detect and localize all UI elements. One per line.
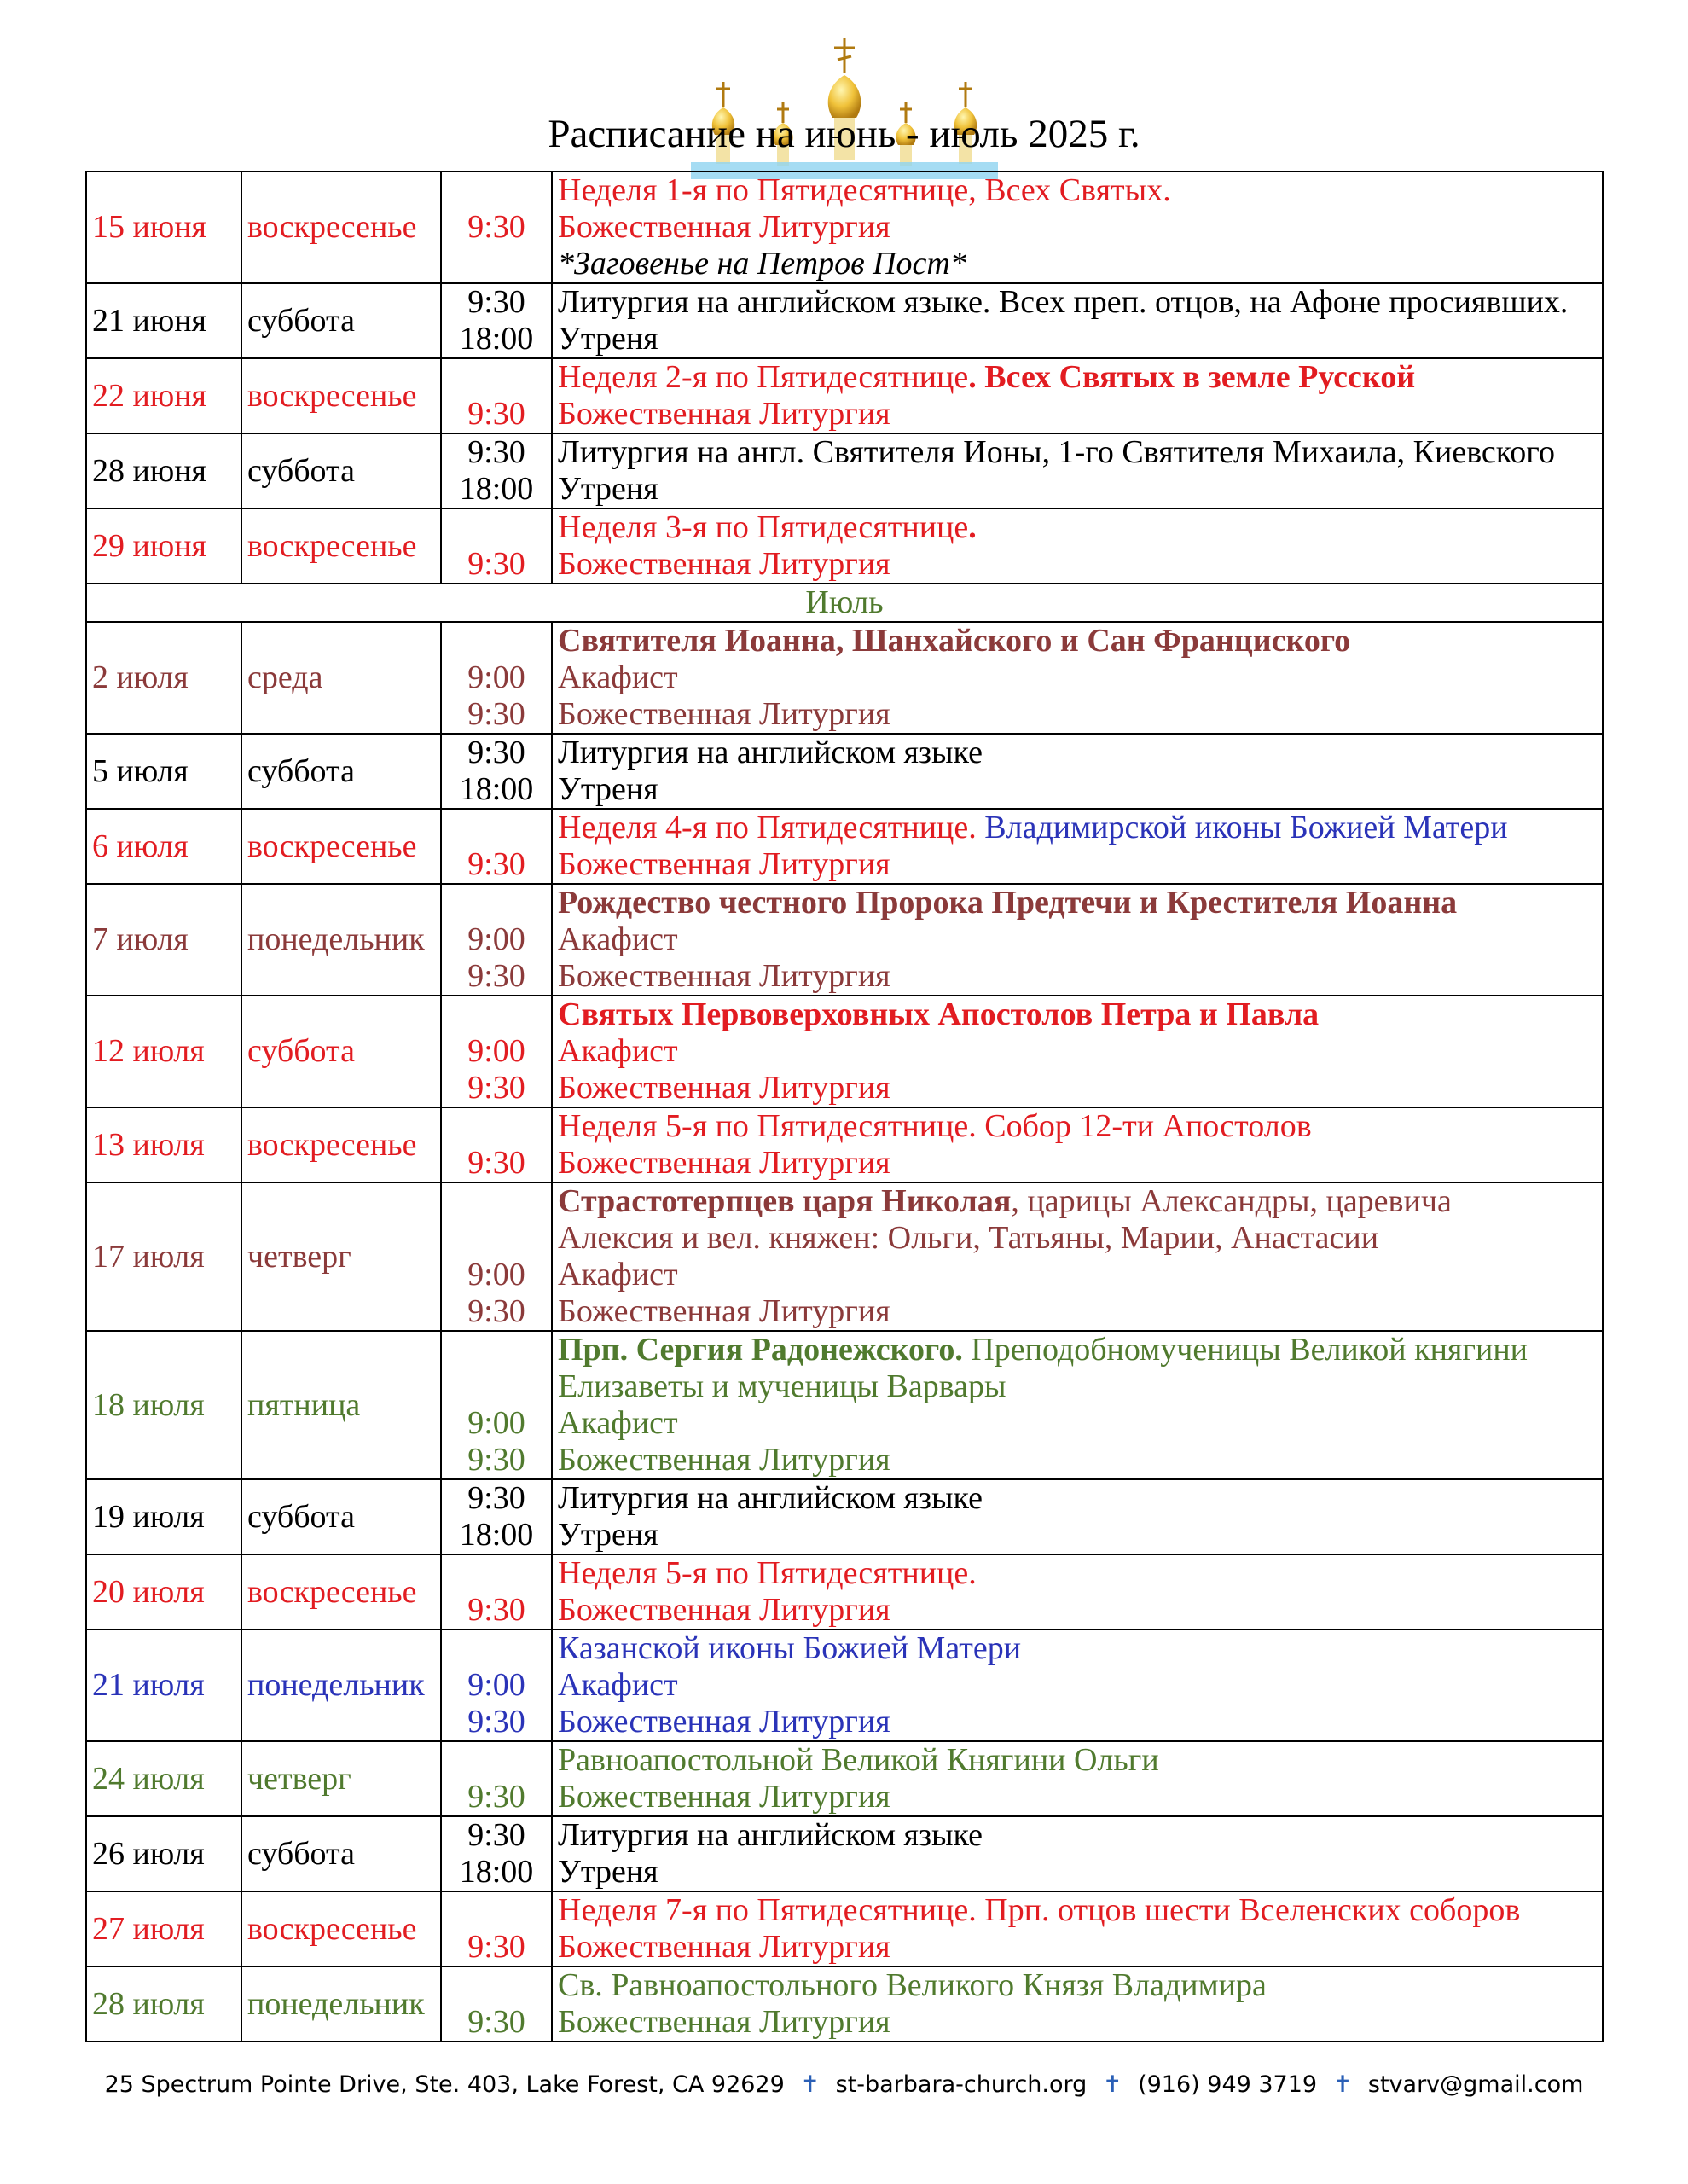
- description-line: [558, 1070, 1597, 1107]
- description-line: [558, 1555, 1597, 1592]
- service-time: 9:30: [467, 1293, 525, 1329]
- description-text: Утреня: [558, 1854, 658, 1890]
- time-cell: [441, 809, 552, 884]
- schedule-row: [86, 1331, 1603, 1479]
- description-line: [558, 471, 1597, 508]
- service-time: 9:00: [467, 659, 525, 695]
- schedule-row: [86, 1816, 1603, 1891]
- time-cell: [441, 1182, 552, 1331]
- description-line: [558, 434, 1597, 471]
- service-time: 9:00: [467, 1033, 525, 1069]
- schedule-row: [86, 1891, 1603, 1966]
- cross-icon: ✝: [1332, 2071, 1353, 2098]
- description-cell: [552, 1107, 1603, 1182]
- schedule-row: [86, 622, 1603, 734]
- description-line: [558, 1779, 1597, 1815]
- description-text: Акафист: [558, 921, 678, 957]
- description-line: [558, 846, 1597, 883]
- schedule-row: [86, 433, 1603, 508]
- service-time: 9:30: [467, 958, 525, 994]
- service-time: 9:30: [467, 546, 525, 582]
- description-line: [558, 359, 1597, 396]
- weekday-cell: воскресенье: [241, 508, 441, 584]
- service-time: 9:30: [467, 284, 525, 320]
- time-cell: [441, 283, 552, 358]
- schedule-row: [86, 1182, 1603, 1331]
- description-line: [558, 1145, 1597, 1182]
- description-line: [558, 1405, 1597, 1442]
- footer-website[interactable]: st-barbara-church.org: [835, 2071, 1088, 2098]
- description-cell: [552, 358, 1603, 433]
- description-text: Акафист: [558, 1405, 678, 1441]
- weekday-cell: пятница: [241, 1331, 441, 1479]
- footer: [0, 2066, 1688, 2104]
- description-line: [558, 1892, 1597, 1929]
- description-line: [558, 1033, 1597, 1070]
- description-text: Рождество честного Пророка Предтечи и Крестителя Иоанна: [558, 885, 1458, 921]
- cross-icon: ✝: [1102, 2071, 1122, 2098]
- description-line: [558, 509, 1597, 546]
- service-time: 9:30: [467, 209, 525, 245]
- date-cell: 17 июля: [86, 1182, 241, 1331]
- description-text: Литургия на англ. Святителя Ионы, 1-го Святителя Михаила, Киевского: [558, 434, 1555, 470]
- month-header: Июль: [86, 584, 1603, 622]
- description-text: Равноапостольной Великой Княгини Ольги: [558, 1742, 1159, 1778]
- description-line: [558, 546, 1597, 583]
- time-cell: [441, 1816, 552, 1891]
- description-line: [558, 1368, 1597, 1405]
- service-time: 9:30: [467, 1145, 525, 1181]
- time-cell: [441, 508, 552, 584]
- schedule-row: [86, 809, 1603, 884]
- cross-icon: ✝: [800, 2071, 821, 2098]
- description-text: Прп. Сергия Радонежского.: [558, 1332, 963, 1368]
- description-line: [558, 209, 1597, 246]
- weekday-cell: понедельник: [241, 1629, 441, 1741]
- schedule-body: [86, 171, 1603, 2042]
- time-cell: [441, 996, 552, 1107]
- weekday-cell: суббота: [241, 1816, 441, 1891]
- weekday-cell: четверг: [241, 1182, 441, 1331]
- description-text: Литургия на английском языке. Всех преп. отцов, на Афоне просиявших.: [558, 284, 1569, 320]
- description-text: Божественная Литургия: [558, 1442, 890, 1478]
- description-text: Утреня: [558, 321, 658, 357]
- description-cell: [552, 433, 1603, 508]
- description-line: [558, 1817, 1597, 1854]
- date-cell: 18 июля: [86, 1331, 241, 1479]
- footer-email[interactable]: stvarv@gmail.com: [1367, 2071, 1584, 2098]
- description-line: [558, 1332, 1597, 1368]
- service-time: 9:00: [467, 1667, 525, 1703]
- schedule-row: [86, 1554, 1603, 1629]
- service-time: 9:00: [467, 921, 525, 957]
- description-line: [558, 659, 1597, 696]
- description-line: [558, 1442, 1597, 1478]
- description-line: [558, 1480, 1597, 1517]
- service-time: 9:30: [467, 434, 525, 470]
- description-text: Акафист: [558, 1257, 678, 1292]
- schedule-row: [86, 508, 1603, 584]
- description-line: [558, 246, 1597, 282]
- service-time: [447, 1630, 546, 1667]
- date-cell: 19 июля: [86, 1479, 241, 1554]
- description-text: Страстотерпцев царя Николая: [558, 1183, 1012, 1219]
- description-text: Божественная Литургия: [558, 846, 890, 882]
- service-time: 9:30: [467, 1929, 525, 1965]
- service-time: 9:00: [467, 1257, 525, 1292]
- time-cell: [441, 884, 552, 996]
- time-cell: [441, 1741, 552, 1816]
- service-time: 9:30: [467, 2004, 525, 2040]
- description-line: [558, 735, 1597, 771]
- description-cell: [552, 1182, 1603, 1331]
- description-cell: [552, 1966, 1603, 2042]
- page-title: Расписание на июнь - июль 2025 г.: [548, 112, 1140, 156]
- description-line: [558, 2004, 1597, 2041]
- service-time: 9:30: [467, 1704, 525, 1740]
- description-text: Неделя 7-я по Пятидесятнице. Прп. отцов шести Вселенских соборов: [558, 1892, 1521, 1928]
- description-text: Святителя Иоанна, Шанхайского и Сан Франциского: [558, 623, 1351, 659]
- description-line: [558, 284, 1597, 321]
- description-line: [558, 1630, 1597, 1667]
- date-cell: 13 июля: [86, 1107, 241, 1182]
- date-cell: 26 июля: [86, 1816, 241, 1891]
- date-cell: 5 июля: [86, 734, 241, 809]
- description-line: [558, 1854, 1597, 1891]
- description-text: Божественная Литургия: [558, 2004, 890, 2040]
- description-text: Божественная Литургия: [558, 1145, 890, 1181]
- description-line: [558, 172, 1597, 209]
- time-cell: [441, 1966, 552, 2042]
- schedule-row: [86, 996, 1603, 1107]
- date-cell: 12 июля: [86, 996, 241, 1107]
- description-text: Акафист: [558, 1667, 678, 1703]
- description-text: Акафист: [558, 659, 678, 695]
- description-text: Божественная Литургия: [558, 1929, 890, 1965]
- description-text: Преподобномученицы Великой княгини: [962, 1332, 1528, 1368]
- date-cell: 27 июля: [86, 1891, 241, 1966]
- description-line: [558, 1517, 1597, 1554]
- weekday-cell: суббота: [241, 996, 441, 1107]
- time-cell: [441, 1891, 552, 1966]
- weekday-cell: воскресенье: [241, 171, 441, 283]
- weekday-cell: воскресенье: [241, 809, 441, 884]
- schedule-table: [85, 171, 1604, 2042]
- weekday-cell: четверг: [241, 1741, 441, 1816]
- service-time: 9:30: [467, 696, 525, 732]
- date-cell: 29 июня: [86, 508, 241, 584]
- description-text: Акафист: [558, 1033, 678, 1069]
- service-time: [447, 996, 546, 1033]
- description-line: [558, 1667, 1597, 1704]
- description-cell: [552, 508, 1603, 584]
- time-cell: [441, 1479, 552, 1554]
- description-line: [558, 996, 1597, 1033]
- description-text: . Всех Святых в земле Русской: [968, 359, 1416, 395]
- description-line: [558, 1592, 1597, 1629]
- description-text: Владимирской иконы Божией Матери: [984, 810, 1508, 845]
- service-time: 18:00: [459, 1854, 534, 1890]
- date-cell: 6 июля: [86, 809, 241, 884]
- time-cell: [441, 622, 552, 734]
- service-time: [447, 810, 546, 846]
- schedule-row: [86, 1966, 1603, 2042]
- description-cell: [552, 1741, 1603, 1816]
- time-cell: [441, 1331, 552, 1479]
- service-time: [447, 885, 546, 921]
- service-time: [447, 1332, 546, 1368]
- description-text: Литургия на английском языке: [558, 1817, 983, 1853]
- schedule-row: [86, 734, 1603, 809]
- description-text: Литургия на английском языке: [558, 735, 983, 770]
- description-text: Неделя 5-я по Пятидесятнице. Собор 12-ти Апостолов: [558, 1108, 1312, 1144]
- description-text: *Заговенье на Петров Пост*: [558, 246, 966, 282]
- description-cell: [552, 1629, 1603, 1741]
- footer-phone[interactable]: (916) 949 3719: [1138, 2071, 1318, 2098]
- date-cell: 21 июля: [86, 1629, 241, 1741]
- description-line: [558, 1293, 1597, 1330]
- service-time: 9:30: [467, 846, 525, 882]
- date-cell: 15 июня: [86, 171, 241, 283]
- description-text: Казанской иконы Божией Матери: [558, 1630, 1022, 1666]
- description-line: [558, 1183, 1597, 1220]
- schedule-row: [86, 884, 1603, 996]
- time-cell: [441, 1629, 552, 1741]
- service-time: 9:00: [467, 1405, 525, 1441]
- date-cell: 28 июля: [86, 1966, 241, 2042]
- service-time: [447, 359, 546, 396]
- description-text: Св. Равноапостольного Великого Князя Владимира: [558, 1967, 1267, 2003]
- description-line: [558, 696, 1597, 733]
- description-line: [558, 885, 1597, 921]
- description-text: Утреня: [558, 471, 658, 507]
- service-time: 18:00: [459, 471, 534, 507]
- service-time: 9:30: [467, 735, 525, 770]
- description-text: Литургия на английском языке: [558, 1480, 983, 1516]
- description-line: [558, 810, 1597, 846]
- schedule-row: [86, 171, 1603, 283]
- service-time: 9:30: [467, 1442, 525, 1478]
- weekday-cell: суббота: [241, 1479, 441, 1554]
- month-header-row: [86, 584, 1603, 622]
- description-line: [558, 921, 1597, 958]
- weekday-cell: понедельник: [241, 884, 441, 996]
- description-line: [558, 1108, 1597, 1145]
- description-line: [558, 1742, 1597, 1779]
- date-cell: 22 июня: [86, 358, 241, 433]
- description-line: [558, 1967, 1597, 2004]
- service-time: [447, 246, 546, 282]
- description-text: Неделя 4-я по Пятидесятнице.: [558, 810, 985, 845]
- time-cell: [441, 433, 552, 508]
- description-text: Утреня: [558, 771, 658, 807]
- description-text: .: [968, 509, 977, 545]
- service-time: [447, 623, 546, 659]
- weekday-cell: воскресенье: [241, 1891, 441, 1966]
- service-time: [447, 1967, 546, 2004]
- service-time: 18:00: [459, 771, 534, 807]
- service-time: 9:30: [467, 1070, 525, 1106]
- schedule-row: [86, 1741, 1603, 1816]
- description-text: Утреня: [558, 1517, 658, 1553]
- service-time: 9:30: [467, 396, 525, 432]
- time-cell: [441, 734, 552, 809]
- description-text: Святых Первоверховных Апостолов Петра и Павла: [558, 996, 1320, 1032]
- date-cell: 28 июня: [86, 433, 241, 508]
- time-cell: [441, 1107, 552, 1182]
- schedule-row: [86, 1629, 1603, 1741]
- schedule-row: [86, 1107, 1603, 1182]
- description-text: Неделя 5-я по Пятидесятнице.: [558, 1555, 977, 1591]
- service-time: [447, 172, 546, 209]
- description-cell: [552, 884, 1603, 996]
- description-text: Божественная Литургия: [558, 209, 890, 245]
- description-line: [558, 1220, 1597, 1257]
- service-time: [447, 1892, 546, 1929]
- service-time: 9:30: [467, 1779, 525, 1815]
- description-text: Алексия и вел. княжен: Ольги, Татьяны, Марии, Анастасии: [558, 1220, 1379, 1256]
- service-time: [447, 509, 546, 546]
- weekday-cell: суббота: [241, 433, 441, 508]
- date-cell: 2 июля: [86, 622, 241, 734]
- weekday-cell: воскресенье: [241, 1107, 441, 1182]
- description-cell: [552, 283, 1603, 358]
- description-text: Неделя 2-я по Пятидесятнице: [558, 359, 969, 395]
- description-text: Божественная Литургия: [558, 696, 890, 732]
- description-line: [558, 623, 1597, 659]
- time-cell: [441, 358, 552, 433]
- schedule-row: [86, 283, 1603, 358]
- description-text: Божественная Литургия: [558, 396, 890, 432]
- service-time: [447, 1220, 546, 1257]
- description-text: Божественная Литургия: [558, 1592, 890, 1628]
- description-line: [558, 321, 1597, 357]
- description-cell: [552, 622, 1603, 734]
- description-cell: [552, 996, 1603, 1107]
- service-time: 9:30: [467, 1817, 525, 1853]
- service-time: [447, 1555, 546, 1592]
- date-cell: 21 июня: [86, 283, 241, 358]
- description-text: Неделя 1-я по Пятидесятнице, Всех Святых.: [558, 172, 1171, 208]
- date-cell: 24 июля: [86, 1741, 241, 1816]
- service-time: 18:00: [459, 321, 534, 357]
- description-line: [558, 771, 1597, 808]
- description-text: Божественная Литургия: [558, 546, 890, 582]
- service-time: 18:00: [459, 1517, 534, 1553]
- time-cell: [441, 1554, 552, 1629]
- date-cell: 20 июля: [86, 1554, 241, 1629]
- description-text: , царицы Александры, царевича: [1011, 1183, 1452, 1219]
- description-line: [558, 958, 1597, 995]
- description-text: Божественная Литургия: [558, 1704, 890, 1740]
- service-time: [447, 1108, 546, 1145]
- weekday-cell: суббота: [241, 734, 441, 809]
- description-cell: [552, 1331, 1603, 1479]
- service-time: 9:30: [467, 1480, 525, 1516]
- description-text: Елизаветы и мученицы Варвары: [558, 1368, 1006, 1404]
- service-time: [447, 1368, 546, 1405]
- description-line: [558, 1704, 1597, 1740]
- description-cell: [552, 1816, 1603, 1891]
- description-text: Неделя 3-я по Пятидесятнице: [558, 509, 969, 545]
- time-cell: [441, 171, 552, 283]
- description-cell: [552, 1554, 1603, 1629]
- schedule-row: [86, 358, 1603, 433]
- description-text: Божественная Литургия: [558, 1293, 890, 1329]
- description-cell: [552, 809, 1603, 884]
- description-text: Божественная Литургия: [558, 1779, 890, 1815]
- service-time: [447, 1742, 546, 1779]
- weekday-cell: понедельник: [241, 1966, 441, 2042]
- description-line: [558, 1929, 1597, 1966]
- description-line: [558, 1257, 1597, 1293]
- description-cell: [552, 1479, 1603, 1554]
- weekday-cell: суббота: [241, 283, 441, 358]
- weekday-cell: среда: [241, 622, 441, 734]
- schedule-row: [86, 1479, 1603, 1554]
- description-cell: [552, 171, 1603, 283]
- footer-address: 25 Spectrum Pointe Drive, Ste. 403, Lake Forest, CA 92629: [104, 2071, 785, 2098]
- weekday-cell: воскресенье: [241, 1554, 441, 1629]
- date-cell: 7 июля: [86, 884, 241, 996]
- description-text: Божественная Литургия: [558, 1070, 890, 1106]
- service-time: [447, 1183, 546, 1220]
- description-text: Божественная Литургия: [558, 958, 890, 994]
- description-line: [558, 396, 1597, 433]
- service-time: 9:30: [467, 1592, 525, 1628]
- weekday-cell: воскресенье: [241, 358, 441, 433]
- description-cell: [552, 734, 1603, 809]
- description-cell: [552, 1891, 1603, 1966]
